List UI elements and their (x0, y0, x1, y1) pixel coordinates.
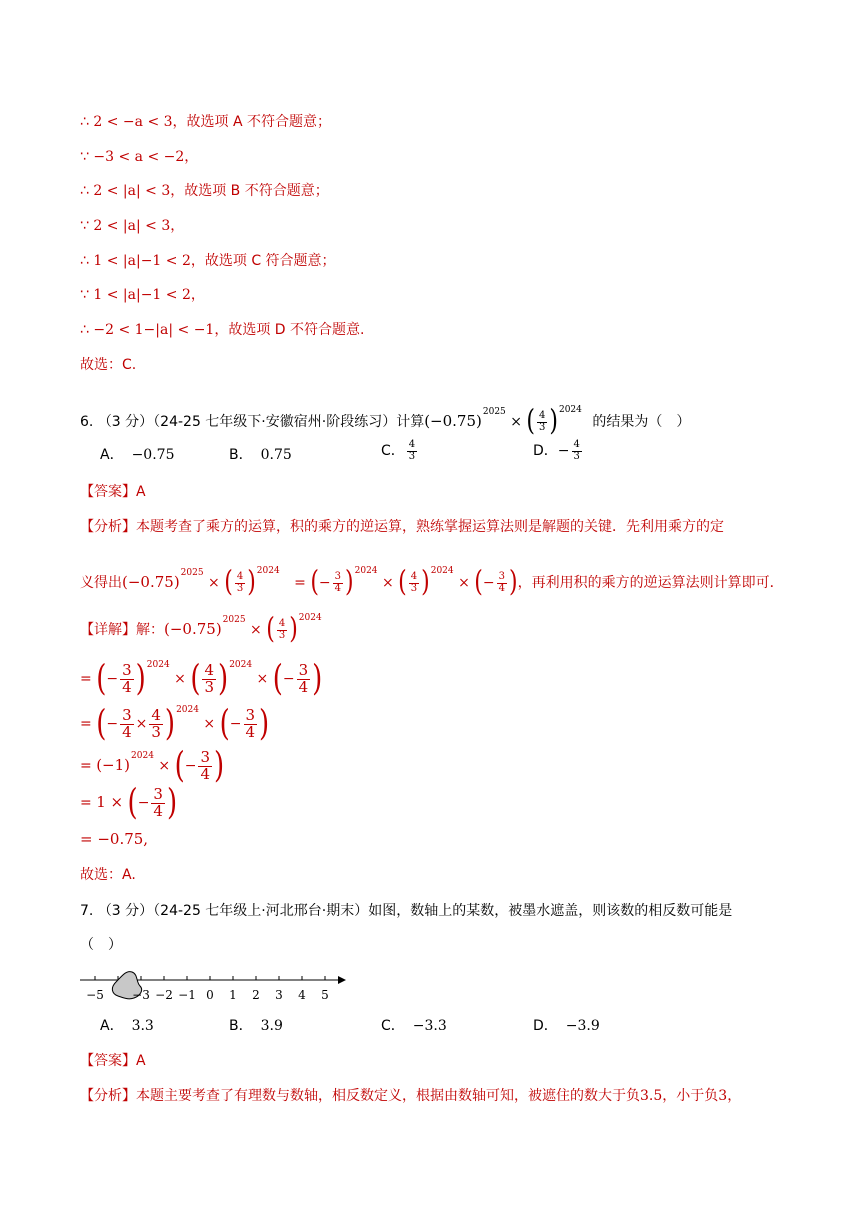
conclusion-text: ，故选项 C 符合题意； (190, 253, 336, 269)
fraction-numerator: 3 (298, 660, 309, 679)
fraction-denominator: 4 (498, 582, 505, 594)
q7-paren (80, 935, 122, 955)
equals-sign: = (80, 671, 92, 687)
fraction-numerator: 3 (245, 705, 256, 724)
q6-choose (80, 865, 136, 885)
analysis-text: 义得出 (80, 575, 122, 591)
math-exponent: 2024 (354, 566, 378, 576)
number-line-tick-label: 3 (275, 988, 283, 1002)
equals-sign: = (80, 758, 92, 774)
times-sign: × (174, 671, 186, 687)
number-line-tick-label: 4 (298, 988, 306, 1002)
solution-line-5 (80, 251, 336, 271)
therefore-symbol: ∴ (80, 322, 89, 338)
analysis-number: 3 (718, 1088, 728, 1104)
q7-option-c[interactable] (381, 1016, 447, 1036)
analysis-text: ，再利用积的乘方的逆运算法则计算即可． (517, 575, 784, 591)
number-line-tick-label: −3 (132, 988, 150, 1002)
math-exponent: 2024 (298, 613, 322, 623)
inequality: 2 < −a < 3 (93, 114, 173, 130)
math-expression: 1 × (96, 793, 124, 811)
question-score: （3 分） (97, 903, 154, 919)
q7-option-a[interactable] (100, 1016, 154, 1036)
q6-result (80, 829, 148, 849)
question-text: 的结果为（ ） (592, 414, 691, 430)
detail-text: 解： (136, 622, 164, 638)
q6-stem: 6. （3 分）（24-25 七年级下·安徽宿州·阶段练习）计算$(-0.75)^{2025}$ × ( $\frac{4}{3}$ )$^{2024}$ 的结果为（ ） (80, 405, 691, 438)
q6-answer (80, 482, 146, 502)
minus-sign: − (282, 671, 295, 687)
minus-sign: − (318, 575, 331, 591)
because-symbol: ∵ (80, 218, 89, 234)
fraction-numerator: 4 (573, 439, 580, 450)
option-label: C． (381, 443, 405, 459)
solution-line-3 (80, 181, 329, 201)
math-exponent: 2024 (256, 566, 280, 576)
solution-line-4 (80, 216, 184, 236)
times-sign: × (203, 716, 216, 732)
math-base: (−1) (96, 756, 131, 774)
question-text: 如图，数轴上的某数，被墨水遮盖，则该数的相反数可能是 (368, 903, 733, 919)
option-value: −0.75 (131, 447, 175, 463)
times-sign: × (381, 575, 394, 591)
analysis-number: 3.5 (640, 1088, 663, 1104)
math-base: (−0.75) (164, 620, 222, 638)
fraction-numerator: 4 (204, 660, 215, 679)
fraction-numerator: 3 (200, 747, 210, 766)
number-line-figure (76, 968, 346, 1010)
inequality: 2 < |a| < 3 (93, 183, 171, 199)
minus-sign: − (106, 716, 119, 732)
math-exponent: 2024 (131, 751, 154, 761)
times-sign: × (250, 622, 262, 638)
times-sign: × (256, 671, 269, 687)
fraction-denominator: 3 (236, 582, 244, 594)
option-label: B． (229, 447, 253, 463)
minus-sign: − (184, 758, 197, 774)
q7-analysis (80, 1086, 741, 1106)
fraction-denominator: 4 (153, 801, 163, 820)
analysis-tag: 【分析】 (80, 1088, 136, 1104)
fraction-denominator: 4 (122, 677, 132, 696)
because-symbol: ∵ (80, 149, 89, 165)
q7-stem (80, 901, 732, 921)
minus-sign: − (557, 443, 570, 459)
option-value: 3.9 (260, 1018, 283, 1034)
fraction-numerator: 3 (153, 784, 163, 803)
therefore-symbol: ∴ (80, 253, 89, 269)
conclusion-text: ，故选项 B 不符合题意； (170, 183, 329, 199)
inequality: 1 < |a|−1 < 2 (93, 287, 191, 303)
fraction-denominator: 3 (539, 421, 546, 433)
fraction-numerator: 3 (122, 705, 132, 724)
fraction-denominator: 3 (410, 582, 418, 594)
times-sign: × (458, 575, 470, 591)
analysis-text: 本题考查了乘方的运算，积的乘方的逆运算，熟练掌握运算法则是解题的关键．先利用乘方的定 (136, 519, 724, 535)
fraction-denominator: 4 (298, 677, 309, 696)
therefore-symbol: ∴ (80, 114, 89, 130)
option-label: A． (100, 1018, 124, 1034)
number-line-tick-label: −1 (178, 988, 196, 1002)
math-exponent: 2025 (180, 568, 204, 578)
math-exponent: 2024 (430, 566, 454, 576)
q7-option-d[interactable] (533, 1016, 600, 1036)
punctuation: ， (170, 218, 185, 234)
question-score: （3 分） (97, 414, 154, 430)
solution-line-1 (80, 112, 331, 132)
minus-sign: − (482, 575, 495, 591)
question-text: 计算 (396, 414, 425, 430)
fraction-denominator: 4 (122, 722, 132, 741)
option-label: D． (533, 1018, 558, 1034)
q6-option-b[interactable] (229, 445, 292, 465)
detail-tag: 【详解】 (80, 622, 136, 638)
math-exponent: 2024 (146, 660, 170, 670)
answer-value: A (136, 1053, 146, 1069)
times-sign: × (510, 414, 522, 430)
analysis-tag: 【分析】 (80, 519, 136, 535)
question-source: （24-25 七年级下·安徽宿州·阶段练习） (153, 414, 397, 430)
question-number: 7. (80, 903, 94, 919)
fraction-denominator: 4 (334, 582, 342, 594)
inequality: 2 < |a| < 3 (93, 218, 171, 234)
answer-tag: 【答案】 (80, 484, 136, 500)
option-value: 3.3 (131, 1018, 154, 1034)
result-value: = −0.75, (80, 830, 149, 848)
option-value: −3.3 (412, 1018, 447, 1034)
fraction-denominator: 3 (278, 629, 286, 641)
q7-option-b[interactable] (229, 1016, 283, 1036)
fraction-numerator: 3 (498, 571, 505, 582)
q6-option-c[interactable] (381, 440, 419, 462)
q6-option-a[interactable] (100, 445, 174, 465)
fraction-denominator: 4 (200, 764, 210, 783)
math-exponent: 2024 (558, 405, 582, 415)
punctuation: ， (190, 287, 205, 303)
number-line-arrow (338, 976, 346, 984)
number-line-tick-label: 0 (206, 988, 214, 1002)
fraction-numerator: 4 (410, 571, 418, 582)
math-exponent: 2024 (176, 705, 199, 715)
fraction-denominator: 3 (573, 450, 580, 462)
solution-line-2 (80, 147, 198, 167)
number-line-tick-label: 5 (321, 988, 329, 1002)
q6-step-4: = 1 × (− $\frac{3}{4}$ ) (80, 782, 178, 824)
number-line-tick-label: 2 (252, 988, 260, 1002)
solution-line-7 (80, 320, 364, 340)
punctuation: ， (184, 149, 199, 165)
option-label: D． (533, 443, 558, 459)
solution-line-6 (80, 285, 205, 305)
fraction-numerator: 4 (539, 410, 546, 421)
fraction-denominator: 4 (245, 722, 256, 741)
minus-sign: − (137, 795, 150, 811)
answer-value: A (136, 484, 146, 500)
answer-tag: 【答案】 (80, 1053, 136, 1069)
fraction-denominator: 3 (204, 677, 215, 696)
fraction-numerator: 4 (151, 705, 161, 724)
minus-sign: − (229, 716, 242, 732)
number-line-tick-label: −2 (155, 988, 173, 1002)
option-label: B． (229, 1018, 253, 1034)
fraction-numerator: 3 (334, 571, 342, 582)
fraction-numerator: 4 (408, 439, 416, 450)
analysis-text: 本题主要考查了有理数与数轴，相反数定义，根据由数轴可知，被遮住的数大于负 (136, 1088, 640, 1104)
prev-choose-line (80, 355, 136, 375)
math-exponent: 2024 (229, 660, 253, 670)
conclusion-text: ，故选项 A 不符合题意； (172, 114, 332, 130)
therefore-symbol: ∴ (80, 183, 89, 199)
fraction-denominator: 3 (408, 450, 416, 462)
analysis-text: ， (727, 1088, 742, 1104)
option-label: A． (100, 447, 124, 463)
question-number: 6. (80, 414, 94, 430)
math-exponent: 2025 (482, 407, 506, 417)
math-exponent: 2025 (222, 615, 246, 625)
times-sign: × (135, 716, 148, 732)
times-sign: × (158, 758, 171, 774)
q6-step-1: = (− $\frac{3}{4}$ )$^{2024}$ × ( $\frac{4}{3}$ )$^{2024}$ × (− $\frac{3}{4}$ ) (80, 658, 323, 700)
answer-parenthesis: （ ） (80, 937, 122, 953)
fraction-numerator: 3 (122, 660, 132, 679)
inequality: −2 < 1−|a| < −1 (93, 322, 215, 338)
conclusion-text: ，故选项 D 不符合题意. (214, 322, 365, 338)
fraction-denominator: 3 (151, 722, 161, 741)
fraction-numerator: 4 (278, 618, 286, 629)
math-base: (−0.75) (122, 573, 180, 591)
q7-answer (80, 1051, 146, 1071)
option-label: C． (381, 1018, 405, 1034)
choose-text: 故选：C. (80, 357, 137, 373)
q6-option-d[interactable] (533, 440, 584, 462)
equals-sign: = (80, 716, 92, 732)
question-source: （24-25 七年级上·河北邢台·期末） (153, 903, 369, 919)
q6-step-2: = (− $\frac{3}{4}$ × $\frac{4}{3}$ )$^{2024}$ × (− $\frac{3}{4}$ ) (80, 703, 270, 745)
inequality: −3 < a < −2 (93, 149, 185, 165)
equals-sign: = (294, 575, 306, 591)
analysis-text: ，小于负 (662, 1088, 719, 1104)
number-line-tick-label: −5 (86, 988, 104, 1002)
number-line-tick-label: 1 (229, 988, 237, 1002)
choose-text: 故选：A. (80, 867, 136, 883)
equals-sign: = (80, 795, 92, 811)
times-sign: × (208, 575, 220, 591)
q6-analysis-line-2: 义得出$(-0.75)^{2025}$ × ( $\frac{4}{3}$ )$^{2024}$ = (− $\frac{3}{4}$ )$^{2024}$ × ( $\frac{4}{3}$ )$^{2024}$ × (− $\frac{3}{4}$ )，再利用积的乘方的逆运算法则计算即可． (80, 566, 784, 599)
fraction-numerator: 4 (236, 571, 244, 582)
q6-analysis-line-1 (80, 517, 724, 537)
option-value: −3.9 (565, 1018, 600, 1034)
q6-step-3: = $(-1)^{2024}$ × (− $\frac{3}{4}$ ) (80, 745, 225, 787)
option-value: 0.75 (260, 447, 292, 463)
because-symbol: ∵ (80, 287, 89, 303)
minus-sign: − (106, 671, 119, 687)
inequality: 1 < |a|−1 < 2 (93, 253, 191, 269)
q6-detail-line: 【详解】解：$(-0.75)^{2025}$ × ( $\frac{4}{3}$ )$^{2024}$ (80, 613, 322, 646)
math-base: (−0.75) (424, 412, 482, 430)
